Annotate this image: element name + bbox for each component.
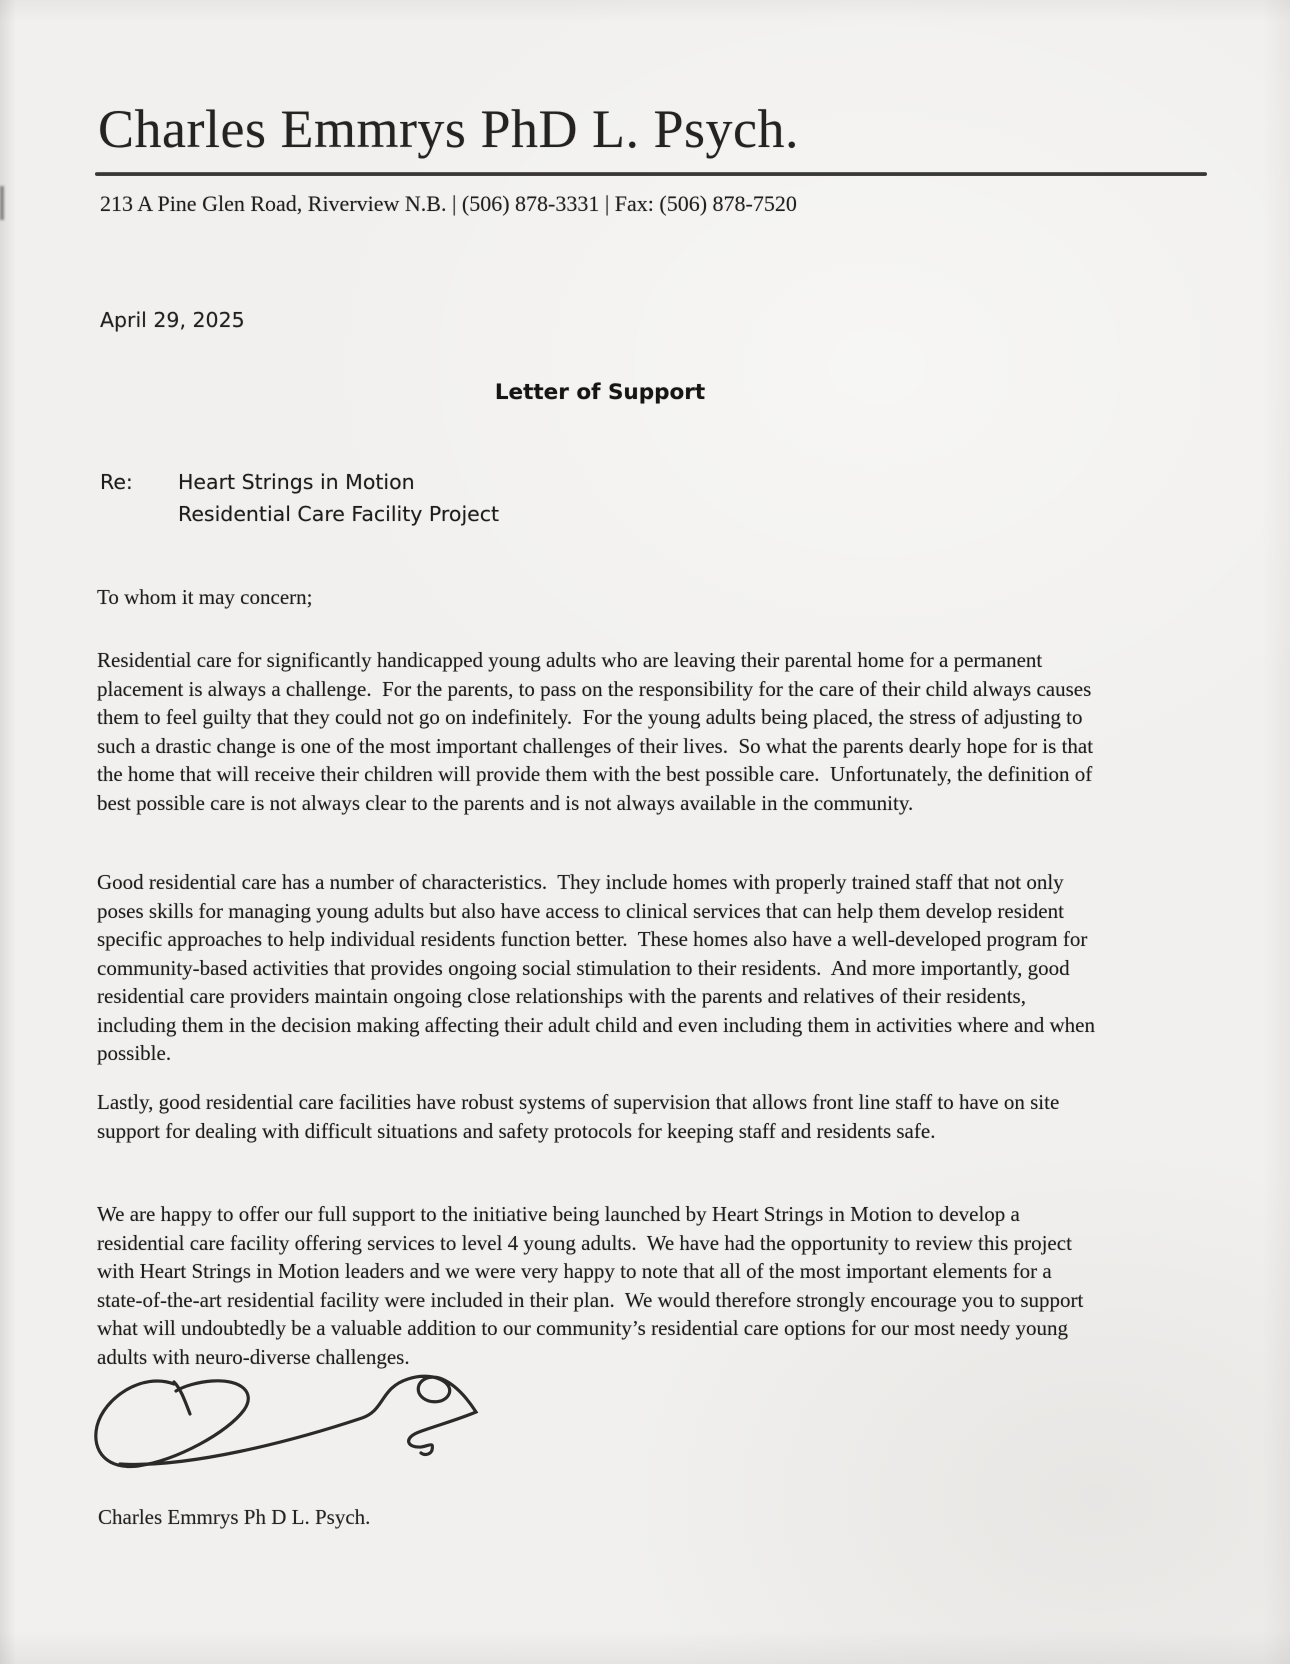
signer-name: Charles Emmrys Ph D L. Psych. <box>98 1505 371 1529</box>
letterhead-name: Charles Emmrys PhD L. Psych. <box>98 99 799 159</box>
scan-edge-artifact <box>0 186 4 220</box>
body-paragraph-1: Residential care for significantly handicapped young adults who are leaving their parental home for a permanent placement is always a challenge. For the parents, to pass on the responsibility for the care of their child always causes them to feel guilty that they could not go on indefinitely. For the young adults being placed, the stress of adjusting to such a drastic change is one of the most important challenges of their lives. So what the parents dearly hope for is that the home that will receive their children will provide them with the best possible care. Unfortunately, the definition of best possible care is not always clear to the parents and is not always available in the community. <box>97 648 1099 815</box>
signature-tail <box>120 1376 476 1464</box>
re-subject-line-2: Residential Care Facility Project <box>178 502 500 526</box>
re-block <box>100 466 499 530</box>
body-paragraph-3: Lastly, good residential care facilities have robust systems of supervision that allows front line staff to have on site support for dealing with difficult situations and safety protocols for keeping staff and residents safe. <box>97 1090 1065 1143</box>
re-subject <box>178 466 499 530</box>
salutation: To whom it may concern; <box>97 585 313 609</box>
letter-title: Letter of Support <box>494 380 706 405</box>
re-subject-line-1: Heart Strings in Motion <box>178 470 415 494</box>
body-paragraph-2: Good residential care has a number of characteristics. They include homes with properly trained staff that not only poses skills for managing young adults but also have access to clinical services that can help them develop resident specific approaches to help individual residents function better. These homes also have a well-developed program for community-based activities that provides ongoing social stimulation to their residents. And more importantly, good residential care providers maintain ongoing close relationships with the parents and relatives of their residents, including them in the decision making affecting their adult child and even including them in activities where and when possible. <box>97 870 1101 1065</box>
letter-date: April 29, 2025 <box>100 308 245 332</box>
letterhead-rule <box>95 172 1207 176</box>
body-paragraph-4: We are happy to offer our full support to the initiative being launched by Heart Strings in Motion to develop a residential care facility offering services to level 4 young adults. We have had the opportunity to review this project with Heart Strings in Motion leaders and we were very happy to note that all of the most important elements for a state-of-the-art residential facility were included in their plan. We would therefore strongly encourage you to support what will undoubtedly be a valuable addition to our community’s residential care options for our most needy young adults with neuro-diverse challenges. <box>97 1202 1089 1369</box>
signature-scrawl <box>90 1366 490 1484</box>
letterhead-contact: 213 A Pine Glen Road, Riverview N.B. | (506) 878-3331 | Fax: (506) 878-7520 <box>100 191 797 216</box>
re-label: Re: <box>100 470 133 494</box>
